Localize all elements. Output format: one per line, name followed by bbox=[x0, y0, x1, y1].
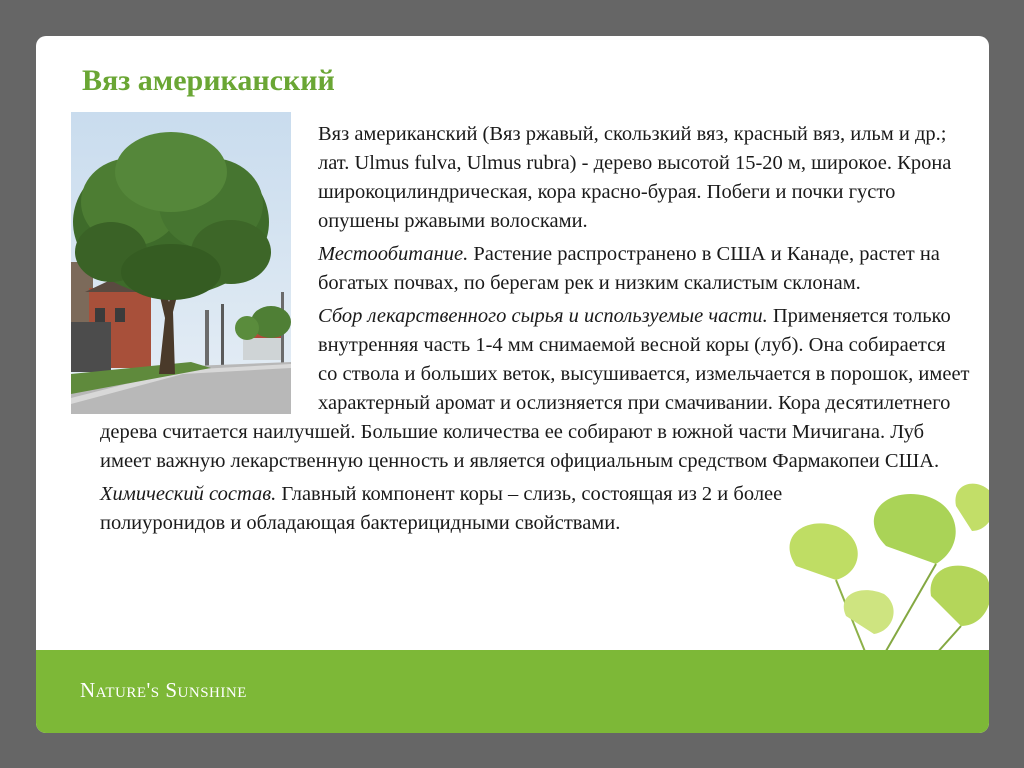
slide-title: Вяз американский bbox=[82, 64, 335, 97]
chemical-label: Химический состав. bbox=[100, 483, 277, 505]
photo-spacer bbox=[100, 120, 318, 410]
brand-logo: Nature's Sunshine bbox=[80, 678, 247, 702]
habitat-label: Местообитание. bbox=[318, 243, 469, 265]
footer-bar bbox=[36, 650, 989, 733]
raw-material-label: Сбор лекарственного сырья и используемые части. bbox=[318, 305, 768, 327]
slide bbox=[36, 36, 989, 733]
intro-paragraph: Вяз американский (Вяз ржавый, скользкий вяз, красный вяз, ильм и др.; лат. Ulmus fulva, Ulmus rubra) - дерево высотой 15-20 м, широкое. Крона широкоцилиндрическая, кора красно-бурая. Побеги и почки густо опушены ржавыми волосками. bbox=[318, 123, 952, 232]
body-text bbox=[100, 120, 970, 542]
raw-material-text: Применяется только внутренняя часть 1-4 мм снимаемой весной коры (луб). Она собирается со ствола и больших веток, высушивается, измельчается в порошок, имеет характерный аромат и ослизняется при смачивании. Кора десятилетнего дерева считается наилучшей. Большие количества ее собирают в южной части Мичигана. Луб имеет важную лекарственную ценность и является официальным средством Фармакопеи США. bbox=[100, 305, 970, 472]
habitat-text: Растение распространено в США и Канаде, растет на богатых почвах, по берегам рек и низким скалистым склонам. bbox=[318, 243, 940, 294]
chemical-paragraph bbox=[100, 480, 820, 538]
chemical-text: Главный компонент коры – слизь, состоящая из 2 и более полиуронидов и обладающая бактерицидными свойствами. bbox=[100, 483, 783, 534]
